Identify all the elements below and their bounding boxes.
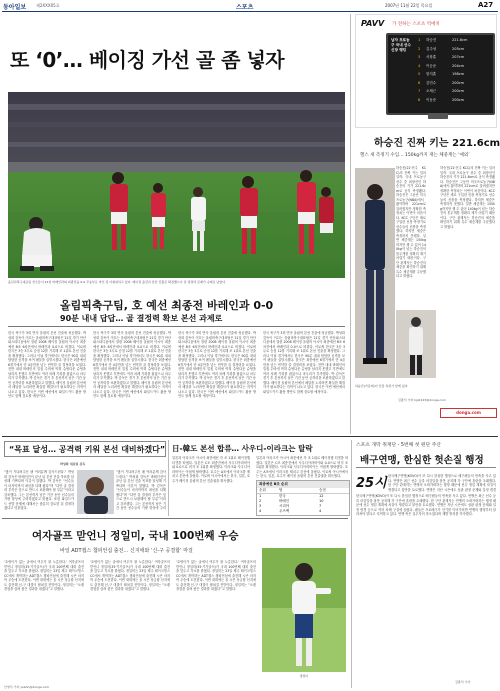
- sec4-byline: 김종석 기자: [455, 680, 471, 684]
- masthead-date: 2007년 11월 22일 목요일: [385, 3, 433, 8]
- column-divider: [350, 14, 351, 434]
- lower-section-rule: [2, 436, 498, 437]
- ad-screen: [386, 33, 495, 115]
- sec3-table-row: 4 우즈벡 4: [259, 509, 322, 513]
- ad-table-row: 2 김주성 205cm: [418, 46, 465, 51]
- ad-box: [355, 14, 497, 128]
- right1-photo: [355, 168, 395, 378]
- sec4-headline: 스포츠 개막 취재단 - 5번째 첫 원단 주산: [356, 443, 441, 448]
- sec3-table-title: 최종예선 B조 순위: [257, 481, 349, 488]
- sec5-subhead: 바일 ADT캡스 챔피언십 출전… 신지애와 ‘신-구 공결합’ 마걸: [60, 548, 193, 554]
- sec5-body-col-1: ‘호랑이가 없는 굴에서 여우가 왕 노릇한다.’ 여자골프의 맏언니 정일미(35·기가골프)가 국내 100번째 대회 출전을 앞두고 각오를 밝혔다. 정일미는 23일 제주 레이크힐스CC에서 개막하는 ADT캡스 챔피언십에 출전해 시즌 마지막 우승에 도전한다. 이번 대회에는 올 시즌 상금왕 신지애도 출전해 신-구 대결이 펼쳐질 전망이다. 정일미는 “오랜 경험을 살려 좋은 결과를 내겠다”고 말했다.: [4, 560, 84, 591]
- right1-caption: 하승진(가운데)이 신장 측정기 앞에 섰다.: [355, 384, 409, 388]
- sec3-headline: 日-韓도 본선 합류… 사우디-이라크는 탈락: [172, 444, 313, 453]
- sec4-date-badge: 25시: [356, 476, 387, 491]
- sec3-table-header: 순위 팀 승점: [257, 488, 349, 494]
- ad-table-row: 1 하승진 221.6cm: [418, 38, 468, 42]
- sec2-portrait: [77, 470, 114, 514]
- ad-table-title: 남자 프로농구 국내 선수 신장 랭킹: [391, 38, 411, 52]
- sec5-byline: 안영식 기자 ysahn@donga.com: [4, 685, 50, 689]
- masthead-page: A27: [478, 1, 494, 9]
- sec3-divider: [168, 440, 169, 516]
- sec5-photo: [262, 548, 346, 672]
- sec5-body-col-2: ‘호랑이가 없는 굴에서 여우가 왕 노릇한다.’ 여자골프의 맏언니 정일미(35·기가골프)가 국내 100번째 대회 출전을 앞두고 각오를 밝혔다. 정일미는 23일 제주 레이크힐스CC에서 개막하는 ADT캡스 챔피언십에 출전해 시즌 마지막 우승에 도전한다. 이번 대회에는 올 시즌 상금왕 신지애도 출전해 신-구 대결이 펼쳐질 전망이다. 정일미는 “오랜 경험을 살려 좋은 결과를 내겠다”고 말했다.: [90, 560, 170, 591]
- main-photo-caption: 올림픽축구대표팀 선수들이 21일 바레인과의 최종전을 0-0 무승부로 마친 뒤 아쉬워하고 있다. 베이징 올림픽 본선 진출은 확정했으나 골 결정력 문제가 숙제로 남았다.: [8, 280, 227, 284]
- sec4-body-lead: 한국배구연맹(KOVO)이 또 다시 한심한 행정으로 배구팬들의 빈축을 사고 있다. 연맹은 최근 선수 등록 마감일을 잘못 공지해 각 구단에 혼란을 초래했다. 한 구단 관계자는 연맹의 오락가락하는 행정 때문에 선수 영입 계획에 차질이 생겼다고 불만을 토로했다. 연맹은 지난 시즌에도 심판 판정 문제와 일정 변경: [388, 474, 496, 492]
- main-body-col-4: 한국 축구가 3회 연속 올림픽 본선 진출에 성공했다. 박성화 감독이 이끄는 올림픽축구대표팀은 21일 경기 안산와스타디움에서 열린 2008 베이징 올림픽 아시아 최종예선 B조 6차전에서 바레인과 0-0으로 비겼다. 이로써 한국은 3승 3무로 승점 12를 기록해 조 1위로 본선 진출을 확정했다. 그러나 이날 경기에서도 한국은 90분 내내 답답한 공격을 보여 팬들을 실망시켰다. 한국은 최종예선 6경기에서 단 4골만을 넣는 빈약한 골 결정력을 보였다. 전반 내내 바레인의 밀집 수비에 막혀 슈팅다운 슈팅을 날리지 못했고 후반에도 여러 차례 기회를 잡았으나 마무리가 부족했다. 박 감독은 경기 후 본선까지 남은 기간 동안 공격력을 보완하겠다고 말했다. 베이징 올림픽 본선에서 메달을 노리려면 확실한 해결사가 필요하다는 지적이 나오고 있다. 한국은 이번 예선에서 와일드카드 활용 방안도 함께 검토할 예정이다.: [263, 331, 345, 394]
- sec4-title: 배구연맹, 한심한 헛손질 행정: [360, 455, 484, 466]
- sec2-body-col-1: “많이 기다려주신 팬 여러분께 감사드린다.” 박성화 감독은 바레인전이 끝난 뒤 본선 진출 목표를 달성해 기쁘다며 이같이 말했다. 박 감독은 “선수들이 마지막까지 최선을 다해 줬다”며 “다만 골 결정력 부족은 앞으로 반드시 보완해야 할 부분”이라고 강조했다. 그는 본선까지 남은 기간 동안 선수들의 기량 향상에 주력하겠다고 밝혔다. 또한 와일드카드 선발 문제에 대해서는 충분히 검토한 뒤 결정하겠다고 덧붙였다.: [4, 470, 74, 510]
- ad-table-row: 4 이승준 204cm: [418, 63, 465, 68]
- sec2-headline-box: [4, 441, 166, 457]
- ad-tv-stand: [428, 113, 448, 119]
- ad-table-row: 5 함지훈 198cm: [418, 72, 465, 76]
- sec5-rule: [2, 518, 348, 519]
- ad-table-row: 7 오세근 200cm: [418, 89, 465, 93]
- main-headline: 또 ‘0’… 베이징 가선 골 좀 넣자: [10, 48, 285, 72]
- sec5-headline: 여자골프 맏언니 정일미, 국내 100번째 우승: [32, 530, 239, 542]
- sec3-table-row: 3 시리아 7: [259, 504, 322, 508]
- sec4-divider: [351, 440, 352, 688]
- ad-tagline: 가 전하는 스포츠 빅매치: [392, 22, 440, 27]
- sec5-caption: 정일미: [299, 674, 309, 678]
- sec4-body: 한국배구연맹(KOVO)이 또 다시 한심한 행정으로 배구팬들의 빈축을 사고 있다. 연맹은 최근 선수 등록 마감일을 잘못 공지해 각 구단에 혼란을 초래했다. 한 구단 관계자는 연맹의 오락가락하는 행정 때문에 선수 영입 계획에 차질이 생겼다고 불만을 토로했다. 연맹은 지난 시즌에도 심판 판정 문제와 일정 변경 등으로 여러 차례 구설에 올랐다. 팬들은 프로배구가 인기를 이어가려면 연맹의 행정부터 달라져야 한다고 지적하고 있다. 연맹 측은 실무자의 착오였다며 재발 방지를 약속했다.: [356, 494, 496, 516]
- right1-body-col-1: 하승진(22·전주 KCC)의 진짜 키는 얼마일까. 국내 프로농구 선수 중 최장신인 하승진의 키가 221.6cm로 공식 측정됐다. 하승진은 그동안 미국프로농구(NBA)에서 활약하며 221cm로 알려졌지만 정확한 측정치는 이번이 처음이다. KCC 구단은 새로 구입한 신장 측정기로 선수들의 신장을 측정했다. 하지만 체중은 측정하지 못했다. 일반 체중계는 150kg까지만 잴 수 있어 140kg이 넘는 하승진의 몸무게를 정확히 재기 어렵기 때문이다. 구단 관계자는 하승진의 체중을 확인하기 위해 특수 체중계를 주문했다고 밝혔다.: [396, 166, 426, 278]
- right1-body-col-2: 하승진(22·전주 KCC)의 진짜 키는 얼마일까. 국내 프로농구 선수 중 최장신인 하승진의 키가 221.6cm로 공식 측정됐다. 하승진은 그동안 미국프로농구(NBA)에서 활약하며 221cm로 알려졌지만 정확한 측정치는 이번이 처음이다. KCC 구단은 새로 구입한 신장 측정기로 선수들의 신장을 측정했다. 하지만 체중은 측정하지 못했다. 일반 체중계는 150kg까지만 잴 수 있어 140kg이 넘는 하승진의 몸무게를 정확히 재기 어렵기 때문이다. 구단 관계자는 하승진의 체중을 확인하기 위해 특수 체중계를 주문했다고 밝혔다.: [440, 166, 495, 229]
- sec2-byline: 박성화 대표팀 감독: [60, 462, 86, 466]
- main-body-col-1: 한국 축구가 3회 연속 올림픽 본선 진출에 성공했다. 박성화 감독이 이끄는 올림픽축구대표팀은 21일 경기 안산와스타디움에서 열린 2008 베이징 올림픽 아시아 최종예선 B조 6차전에서 바레인과 0-0으로 비겼다. 이로써 한국은 3승 3무로 승점 12를 기록해 조 1위로 본선 진출을 확정했다. 그러나 이날 경기에서도 한국은 90분 내내 답답한 공격을 보여 팬들을 실망시켰다. 한국은 최종예선 6경기에서 단 4골만을 넣는 빈약한 골 결정력을 보였다. 전반 내내 바레인의 밀집 수비에 막혀 슈팅다운 슈팅을 날리지 못했고 후반에도 여러 차례 기회를 잡았으나 마무리가 부족했다. 박 감독은 경기 후 본선까지 남은 기간 동안 공격력을 보완하겠다고 말했다. 베이징 올림픽 본선에서 메달을 노리려면 확실한 해결사가 필요하다는 지적이 나오고 있다. 한국은 이번 예선에서 와일드카드 활용 방안도 함께 검토할 예정이다.: [8, 331, 86, 398]
- ad-table-row: 3 서장훈 207cm: [418, 55, 465, 59]
- main-subhead-2: 90분 내내 답답… 골 결정력 확보 본선 과제로: [60, 314, 223, 323]
- ad-table: [418, 38, 488, 106]
- masthead-logo: 동아일보: [3, 4, 27, 11]
- sec3-table-row: 2 바레인 10: [259, 499, 324, 503]
- main-photo: [8, 92, 345, 278]
- ad-table-row: 6 김민수 200cm: [418, 80, 465, 85]
- main-body-col-3: 한국 축구가 3회 연속 올림픽 본선 진출에 성공했다. 박성화 감독이 이끄는 올림픽축구대표팀은 21일 경기 안산와스타디움에서 열린 2008 베이징 올림픽 아시아 최종예선 B조 6차전에서 바레인과 0-0으로 비겼다. 이로써 한국은 3승 3무로 승점 12를 기록해 조 1위로 본선 진출을 확정했다. 그러나 이날 경기에서도 한국은 90분 내내 답답한 공격을 보여 팬들을 실망시켰다. 한국은 최종예선 6경기에서 단 4골만을 넣는 빈약한 골 결정력을 보였다. 전반 내내 바레인의 밀집 수비에 막혀 슈팅다운 슈팅을 날리지 못했고 후반에도 여러 차례 기회를 잡았으나 마무리가 부족했다. 박 감독은 경기 후 본선까지 남은 기간 동안 공격력을 보완하겠다고 말했다. 베이징 올림픽 본선에서 메달을 노리려면 확실한 해결사가 필요하다는 지적이 나오고 있다. 한국은 이번 예선에서 와일드카드 활용 방안도 함께 검토할 예정이다.: [178, 331, 256, 398]
- right1-headline: 하승진 진짜 키는 221.6cm: [374, 138, 500, 149]
- sec4-title-rule: [356, 467, 496, 468]
- main-body-col-2: 한국 축구가 3회 연속 올림픽 본선 진출에 성공했다. 박성화 감독이 이끄는 올림픽축구대표팀은 21일 경기 안산와스타디움에서 열린 2008 베이징 올림픽 아시아 최종예선 B조 6차전에서 바레인과 0-0으로 비겼다. 이로써 한국은 3승 3무로 승점 12를 기록해 조 1위로 본선 진출을 확정했다. 그러나 이날 경기에서도 한국은 90분 내내 답답한 공격을 보여 팬들을 실망시켰다. 한국은 최종예선 6경기에서 단 4골만을 넣는 빈약한 골 결정력을 보였다. 전반 내내 바레인의 밀집 수비에 막혀 슈팅다운 슈팅을 날리지 못했고 후반에도 여러 차례 기회를 잡았으나 마무리가 부족했다. 박 감독은 경기 후 본선까지 남은 기간 동안 공격력을 보완하겠다고 말했다. 베이징 올림픽 본선에서 메달을 노리려면 확실한 해결사가 필요하다는 지적이 나오고 있다. 한국은 이번 예선에서 와일드카드 활용 방안도 함께 검토할 예정이다.: [93, 331, 171, 398]
- sec3-table: [256, 480, 350, 516]
- ad-brand: PAVV: [361, 19, 385, 28]
- ad-table-row: 8 이동준 200cm: [418, 97, 465, 102]
- sec3-table-row: 1 한국 12: [259, 494, 324, 498]
- right1-subhead: 헬스 새 측정기 수입… 150kg까지 재는 체중계는 ‘예외’: [360, 153, 470, 158]
- sec2-headline: “목표 달성… 공격력 키워 본선 대비하겠다”: [9, 445, 166, 454]
- right1-url: donga.com: [440, 408, 497, 418]
- right1-photo-2: [396, 310, 436, 378]
- sec3-body-col-2: 일본과 이라크가 아시아 최종예선 각 조 1위로 베이징행 티켓을 따냈다. 일본은 C조 최종전에서 사우디아라비아와 0-0으로 비겨 조 1위를 확정했다. 이라크와 사우디아라비아는 아쉽게 탈락했다. 호주는 A조에서 이라크를 제치고 본선에 올랐다. 이로써 아시아에서는 한국, 일본, 호주가 베이징 올림픽 본선 진출권을 획득했다.: [256, 456, 348, 478]
- main-subhead-rule: [8, 326, 345, 327]
- masthead-issue: 제2XXX05호: [36, 3, 60, 8]
- masthead-section: 스포츠: [236, 4, 254, 11]
- sec5-body-col-3: ‘호랑이가 없는 굴에서 여우가 왕 노릇한다.’ 여자골프의 맏언니 정일미(35·기가골프)가 국내 100번째 대회 출전을 앞두고 각오를 밝혔다. 정일미는 23일 제주 레이크힐스CC에서 개막하는 ADT캡스 챔피언십에 출전해 시즌 마지막 우승에 도전한다. 이번 대회에는 올 시즌 상금왕 신지애도 출전해 신-구 대결이 펼쳐질 전망이다. 정일미는 “오랜 경험을 살려 좋은 결과를 내겠다”고 말했다.: [176, 560, 256, 591]
- sec3-body-col-1: 일본과 이라크가 아시아 최종예선 각 조 1위로 베이징행 티켓을 따냈다. 일본은 C조 최종전에서 사우디아라비아와 0-0으로 비겨 조 1위를 확정했다. 이라크와 사우디아라비아는 아쉽게 탈락했다. 호주는 A조에서 이라크를 제치고 본선에 올랐다. 이로써 아시아에서는 한국, 일본, 호주가 베이징 올림픽 본선 진출권을 획득했다.: [172, 456, 250, 483]
- main-subhead-1: 올림픽축구팀, 호 예선 최종전 바레인과 0-0: [60, 299, 274, 312]
- sec2-body-col-2: “많이 기다려주신 팬 여러분께 감사드린다.” 박성화 감독은 바레인전이 끝난 뒤 본선 진출 목표를 달성해 기쁘다며 이같이 말했다. 박 감독은 “선수들이 마지막까지 최선을 다해 줬다”며 “다만 골 결정력 부족은 앞으로 반드시 보완해야 할 부분”이라고 강조했다. 그는 본선까지 남은 기간 동안 선수들의 기량 향상에 주력: [116, 470, 166, 510]
- masthead-rule: [2, 11, 498, 12]
- right1-byline: 김종석 기자 kjs0123@donga.com: [398, 398, 446, 402]
